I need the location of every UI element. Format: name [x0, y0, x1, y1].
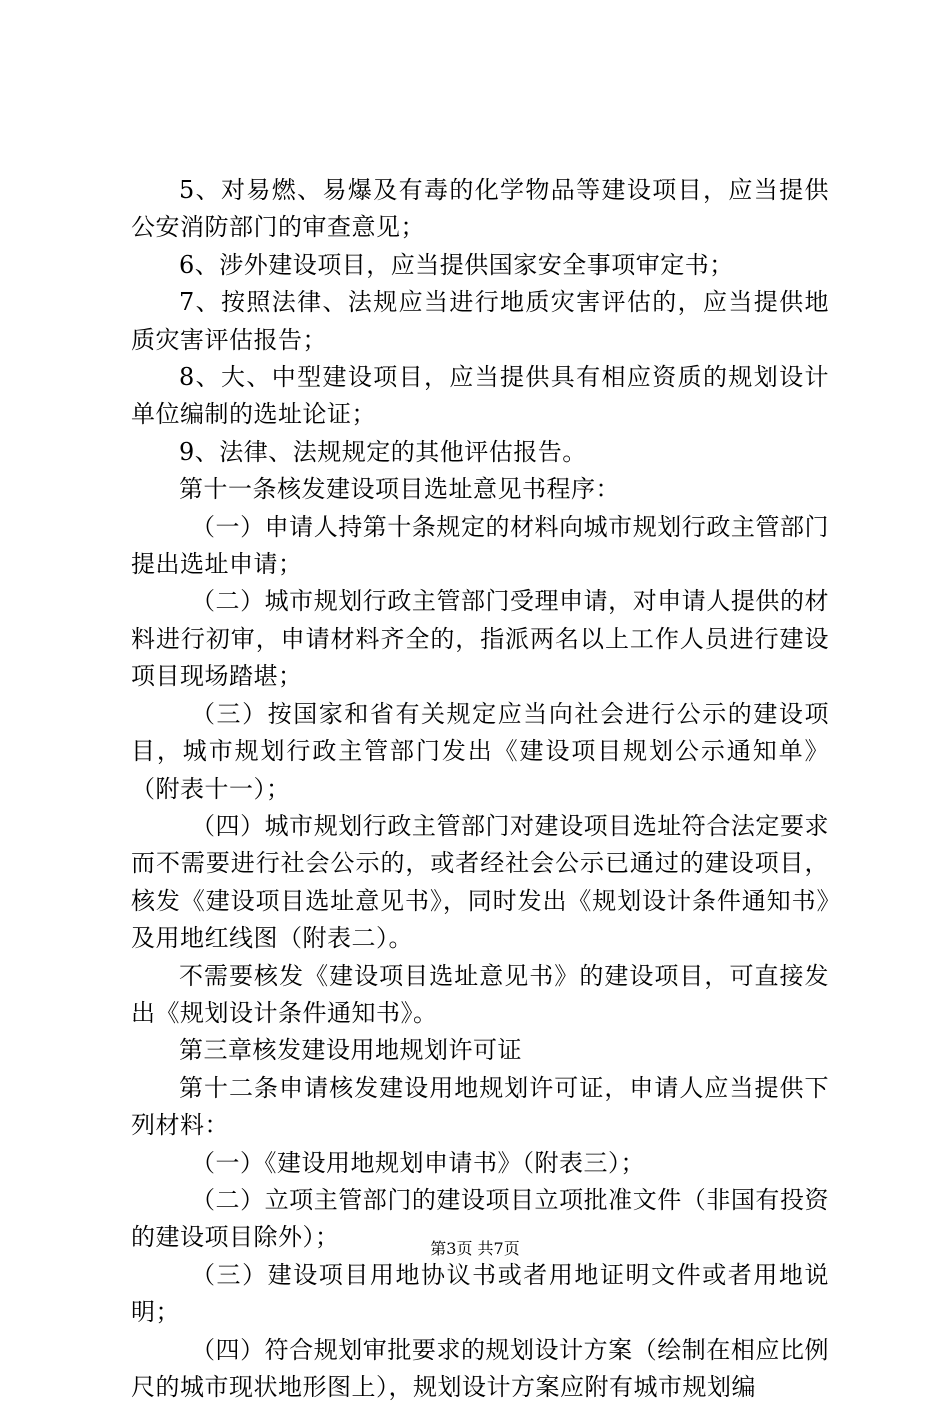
material-item-1: （一）《建设用地规划申请书》（附表三）；	[191, 1148, 645, 1177]
material-item-4: （四）符合规划审批要求的规划设计方案（绘制在相应比例尺的城市现状地形图上），规划设计方案应附有城市规划编	[131, 1335, 829, 1401]
procedure-step-2: （二）城市规划行政主管部门受理申请，对申请人提供的材料进行初审，申请材料齐全的，指派两名以上工作人员进行建设项目现场踏堪；	[131, 587, 829, 691]
procedure-step-1: （一）申请人持第十条规定的材料向城市规划行政主管部门提出选址申请；	[131, 512, 829, 579]
material-item-2: （二）立项主管部门的建设项目立项批准文件（非国有投资的建设项目除外）；	[131, 1185, 829, 1252]
article-12-heading: 第十二条申请核发建设用地规划许可证，申请人应当提供下列材料：	[131, 1073, 829, 1140]
procedure-step-3: （三）按国家和省有关规定应当向社会进行公示的建设项目，城市规划行政主管部门发出《建设项目规划公示通知单》（附表十一）；	[131, 699, 829, 803]
article-11-heading: 第十一条核发建设项目选址意见书程序：	[179, 475, 620, 504]
paragraph-item-8: 8、大、中型建设项目，应当提供具有相应资质的规划设计单位编制的选址论证；	[131, 363, 829, 429]
procedure-step-4: （四）城市规划行政主管部门对建设项目选址符合法定要求而不需要进行社会公示的，或者经社会公示已通过的建设项目，核发《建设项目选址意见书》，同时发出《规划设计条件通知书》及用地红线图（附表二）。	[131, 811, 829, 953]
paragraph-item-7: 7、按照法律、法规应当进行地质灾害评估的，应当提供地质灾害评估报告；	[131, 288, 829, 354]
paragraph-item-9: 9、法律、法规规定的其他评估报告。	[179, 437, 587, 466]
paragraph-item-5: 5、对易燃、易爆及有毒的化学物品等建设项目，应当提供公安消防部门的审查意见；	[131, 176, 829, 242]
procedure-note: 不需要核发《建设项目选址意见书》的建设项目，可直接发出《规划设计条件通知书》。	[131, 961, 829, 1027]
page-number-footer: 第3页 共7页	[430, 1239, 520, 1258]
material-item-3: （三）建设项目用地协议书或者用地证明文件或者用地说明；	[131, 1260, 829, 1327]
paragraph-item-6: 6、涉外建设项目，应当提供国家安全事项审定书；	[179, 250, 734, 279]
document-body	[131, 172, 829, 1406]
chapter-3-heading: 第三章核发建设用地规划许可证	[179, 1036, 522, 1065]
